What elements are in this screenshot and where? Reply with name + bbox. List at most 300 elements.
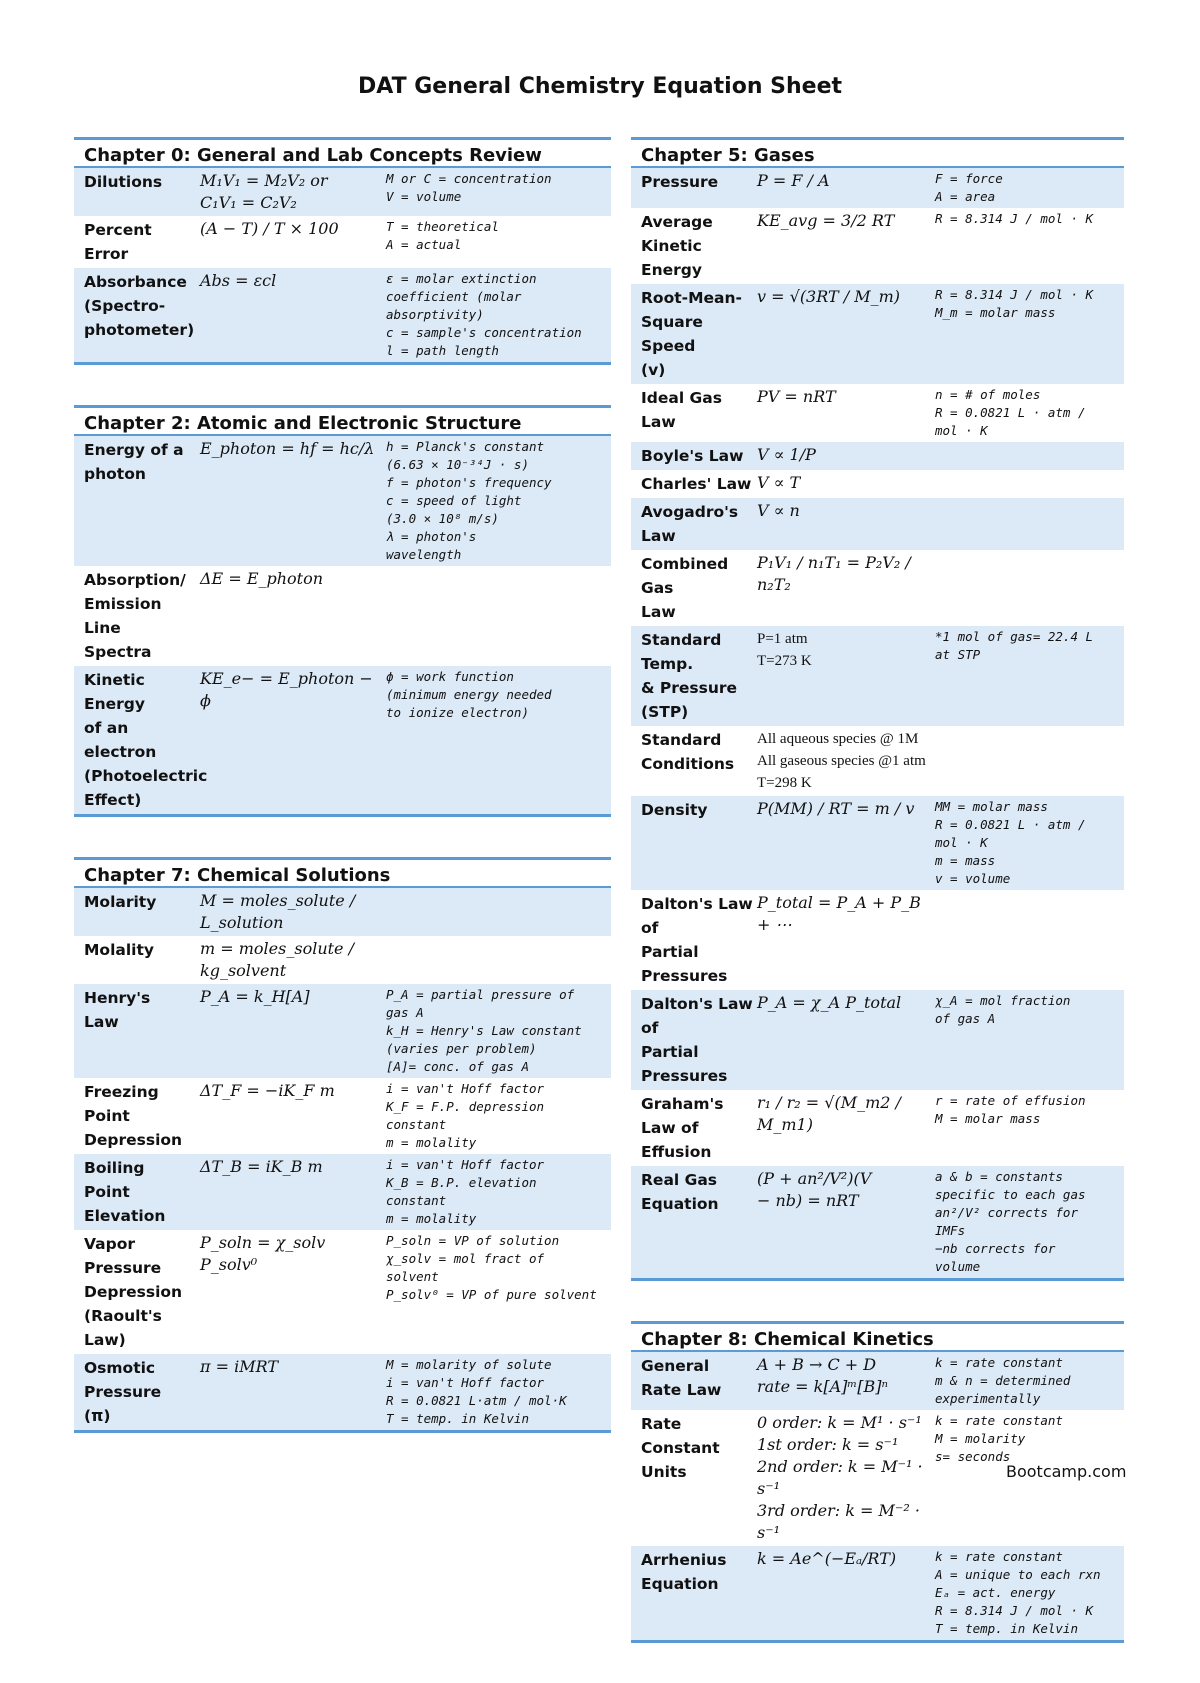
text-line: m & n = determined bbox=[935, 1373, 1071, 1388]
term-label bbox=[84, 1232, 200, 1352]
text-line: R = 0.0821 L · atm / mol · K bbox=[935, 405, 1086, 438]
chapter-section bbox=[74, 405, 611, 817]
text-line: ΔT_B = iK_B m bbox=[200, 1157, 323, 1176]
text-line: Absorbance bbox=[84, 273, 187, 291]
term-label bbox=[84, 1356, 200, 1428]
term-label bbox=[84, 890, 200, 934]
equation bbox=[757, 728, 935, 794]
text-line: ϕ = work function bbox=[386, 669, 514, 684]
equation-row bbox=[631, 498, 1124, 550]
equation bbox=[757, 992, 935, 1088]
equation bbox=[200, 170, 386, 214]
section-divider bbox=[74, 1430, 611, 1433]
term-label bbox=[641, 1168, 757, 1276]
text-line: P_A = partial pressure of gas A bbox=[386, 987, 575, 1020]
equation-row bbox=[74, 888, 611, 936]
text-line: Square Speed bbox=[641, 313, 703, 355]
variable-notes bbox=[935, 992, 1114, 1088]
text-line: i = van't Hoff factor bbox=[386, 1081, 545, 1096]
text-line: λ = photon's bbox=[386, 529, 477, 544]
equation-row bbox=[74, 168, 611, 216]
variable-notes bbox=[935, 552, 1114, 624]
text-line: C₁V₁ = C₂V₂ bbox=[200, 193, 297, 212]
text-line: T = temp. in Kelvin bbox=[935, 1621, 1078, 1636]
term-label bbox=[641, 728, 757, 794]
text-line: K_F = F.P. depression constant bbox=[386, 1099, 545, 1132]
equation-row bbox=[74, 666, 611, 814]
text-line: Dalton's Law of bbox=[641, 995, 753, 1037]
text-line: P₁V₁ / n₁T₁ = P₂V₂ / n₂T₂ bbox=[757, 553, 911, 594]
text-line: Conditions bbox=[641, 755, 735, 773]
text-line: F = force bbox=[935, 171, 1003, 186]
equation-row bbox=[74, 1078, 611, 1154]
text-line: ε = molar extinction bbox=[386, 271, 537, 286]
text-line: c = speed of light bbox=[386, 493, 522, 508]
text-line: IMFs bbox=[935, 1223, 966, 1238]
text-line: photometer) bbox=[84, 321, 195, 339]
text-line: (π) bbox=[84, 1407, 111, 1425]
text-line: 3rd order: k = M⁻² · s⁻¹ bbox=[757, 1501, 920, 1542]
equation-row bbox=[631, 1546, 1124, 1640]
equation-row bbox=[631, 442, 1124, 470]
text-line: (P + an²/V²)(V bbox=[757, 1169, 872, 1188]
equation-row bbox=[631, 796, 1124, 890]
text-line: v = √(3RT / M_m) bbox=[757, 287, 901, 306]
variable-notes bbox=[935, 1354, 1114, 1408]
text-line: experimentally bbox=[935, 1391, 1041, 1406]
text-line: V ∝ 1/P bbox=[757, 445, 816, 464]
text-line: Effect) bbox=[84, 791, 142, 809]
text-line: Boyle's Law bbox=[641, 447, 744, 465]
variable-notes bbox=[386, 1156, 601, 1228]
text-line: Law bbox=[84, 1013, 119, 1031]
equation-row bbox=[631, 208, 1124, 284]
equation bbox=[200, 890, 386, 934]
term-label bbox=[84, 1156, 200, 1228]
text-line: Molarity bbox=[84, 893, 157, 911]
text-line: Point bbox=[84, 1107, 130, 1125]
text-line: absorptivity) bbox=[386, 307, 484, 322]
text-line: Graham's Law of bbox=[641, 1095, 724, 1137]
equation-row bbox=[74, 1354, 611, 1430]
term-label bbox=[641, 992, 757, 1088]
equation bbox=[200, 1356, 386, 1428]
equation-row bbox=[74, 268, 611, 362]
text-line: P_total = P_A + P_B + ⋯ bbox=[757, 893, 921, 934]
equation bbox=[200, 668, 386, 812]
text-line: −nb corrects for bbox=[935, 1241, 1056, 1256]
text-line: Energy of a bbox=[84, 441, 184, 459]
text-line: of an electron bbox=[84, 719, 157, 761]
text-line: m = molality bbox=[386, 1211, 477, 1226]
text-line: M = molar mass bbox=[935, 1111, 1041, 1126]
text-line: l = path length bbox=[386, 343, 499, 358]
equation bbox=[757, 1354, 935, 1408]
text-line: f = photon's frequency bbox=[386, 475, 552, 490]
text-line: Percent Error bbox=[84, 221, 152, 263]
text-line: to ionize electron) bbox=[386, 705, 529, 720]
variable-notes bbox=[386, 568, 601, 664]
text-line: KE_e− = E_photon − ϕ bbox=[200, 669, 373, 710]
variable-notes bbox=[935, 728, 1114, 794]
text-line: π = iMRT bbox=[200, 1357, 279, 1376]
footer-brand: Bootcamp.com bbox=[1006, 1462, 1127, 1481]
text-line: Arrhenius bbox=[641, 1551, 727, 1569]
text-line: P_A = k_H[A] bbox=[200, 987, 310, 1006]
variable-notes bbox=[935, 210, 1114, 282]
chapter-heading: Chapter 8: Chemical Kinetics bbox=[631, 1321, 1124, 1352]
chapter-section bbox=[74, 137, 611, 365]
equation-row bbox=[74, 216, 611, 268]
text-line: χ_solv = mol fract of solvent bbox=[386, 1251, 545, 1284]
text-line: MM = molar mass bbox=[935, 799, 1048, 814]
text-line: Pressure bbox=[84, 1259, 162, 1277]
variable-notes bbox=[386, 890, 601, 934]
equation bbox=[200, 438, 386, 564]
term-label bbox=[84, 1080, 200, 1152]
section-divider bbox=[74, 814, 611, 817]
text-line: All aqueous species @ 1M bbox=[757, 731, 919, 747]
variable-notes bbox=[386, 218, 601, 266]
equation bbox=[757, 628, 935, 724]
term-label bbox=[641, 1354, 757, 1408]
equation-row bbox=[631, 168, 1124, 208]
text-line: Freezing bbox=[84, 1083, 159, 1101]
variable-notes bbox=[935, 628, 1114, 724]
text-line: Law) bbox=[84, 1331, 126, 1349]
variable-notes bbox=[386, 1080, 601, 1152]
text-line: All gaseous species @1 atm bbox=[757, 753, 926, 769]
equation-row bbox=[631, 1352, 1124, 1410]
variable-notes bbox=[935, 892, 1114, 988]
text-line: v = volume bbox=[935, 871, 1011, 886]
text-line: M = moles_solute / L_solution bbox=[200, 891, 356, 932]
text-line: (3.0 × 10⁸ m/s) bbox=[386, 511, 499, 526]
equation bbox=[200, 218, 386, 266]
text-line: Avogadro's Law bbox=[641, 503, 739, 545]
text-line: T=298 K bbox=[757, 775, 812, 791]
equation bbox=[200, 1232, 386, 1352]
term-label bbox=[641, 170, 757, 206]
equation-row bbox=[631, 990, 1124, 1090]
text-line: A + B → C + D bbox=[757, 1355, 877, 1374]
text-line: Standard bbox=[641, 731, 722, 749]
text-line: M or C = concentration bbox=[386, 171, 552, 186]
text-line: R = 0.0821 L·atm / mol·K bbox=[386, 1393, 567, 1408]
text-line: Charles' Law bbox=[641, 475, 752, 493]
text-line: (6.63 × 10⁻³⁴J · s) bbox=[386, 457, 529, 472]
equation-row bbox=[74, 936, 611, 984]
section-divider bbox=[631, 1278, 1124, 1281]
text-line: Standard Temp. bbox=[641, 631, 722, 673]
text-line: Units bbox=[641, 1463, 687, 1481]
term-label bbox=[641, 444, 757, 468]
equation bbox=[757, 386, 935, 440]
term-label bbox=[641, 286, 757, 382]
text-line: r = rate of effusion bbox=[935, 1093, 1086, 1108]
section-divider bbox=[74, 362, 611, 365]
text-line: c = sample's concentration bbox=[386, 325, 582, 340]
left-column bbox=[74, 137, 611, 1473]
text-line: (varies per problem) bbox=[386, 1041, 537, 1056]
text-line: Molality bbox=[84, 941, 154, 959]
text-line: Spectra bbox=[84, 643, 152, 661]
equation-row bbox=[74, 1230, 611, 1354]
page-title: DAT General Chemistry Equation Sheet bbox=[358, 74, 842, 99]
equation-row bbox=[631, 626, 1124, 726]
equation bbox=[757, 210, 935, 282]
equation-row bbox=[631, 726, 1124, 796]
equation bbox=[757, 500, 935, 548]
text-line: PV = nRT bbox=[757, 387, 836, 406]
variable-notes bbox=[935, 386, 1114, 440]
text-line: Ideal Gas Law bbox=[641, 389, 722, 431]
variable-notes bbox=[935, 170, 1114, 206]
equation bbox=[757, 1412, 935, 1544]
equation bbox=[757, 286, 935, 382]
text-line: Kinetic Energy bbox=[84, 671, 145, 713]
variable-notes bbox=[935, 500, 1114, 548]
text-line: a & b = constants bbox=[935, 1169, 1063, 1184]
term-label bbox=[641, 552, 757, 624]
term-label bbox=[641, 798, 757, 888]
text-line: (A − T) / T × 100 bbox=[200, 219, 339, 238]
term-label bbox=[641, 892, 757, 988]
text-line: Average Kinetic bbox=[641, 213, 713, 255]
text-line: M₁V₁ = M₂V₂ or bbox=[200, 171, 328, 190]
text-line: V ∝ n bbox=[757, 501, 800, 520]
equation bbox=[757, 1092, 935, 1164]
text-line: Density bbox=[641, 801, 708, 819]
equation-row bbox=[74, 1154, 611, 1230]
right-column bbox=[631, 137, 1127, 1683]
equation bbox=[200, 1080, 386, 1152]
text-line: R = 8.314 J / mol · K bbox=[935, 1603, 1094, 1618]
term-label bbox=[641, 210, 757, 282]
variable-notes bbox=[386, 270, 601, 360]
chapter-heading: Chapter 2: Atomic and Electronic Structure bbox=[74, 405, 611, 436]
text-line: 1st order: k = s⁻¹ bbox=[757, 1435, 899, 1454]
text-line: ΔT_F = −iK_F m bbox=[200, 1081, 335, 1100]
text-line: of gas A bbox=[935, 1011, 996, 1026]
text-line: volume bbox=[935, 1259, 981, 1274]
term-label bbox=[84, 218, 200, 266]
text-line: m = mass bbox=[935, 853, 996, 868]
equation-row bbox=[631, 1166, 1124, 1278]
text-line: General bbox=[641, 1357, 710, 1375]
equation-row bbox=[74, 566, 611, 666]
variable-notes bbox=[386, 938, 601, 982]
text-line: (Spectro- bbox=[84, 297, 166, 315]
variable-notes bbox=[935, 444, 1114, 468]
term-label bbox=[84, 438, 200, 564]
term-label bbox=[84, 270, 200, 360]
text-line: Pressure bbox=[84, 1383, 162, 1401]
text-line: P = F / A bbox=[757, 171, 830, 190]
text-line: k = rate constant bbox=[935, 1355, 1063, 1370]
text-line: k = rate constant bbox=[935, 1413, 1063, 1428]
text-line: m = moles_solute / kg_solvent bbox=[200, 939, 354, 980]
text-line: Real Gas bbox=[641, 1171, 718, 1189]
term-label bbox=[84, 170, 200, 214]
text-line: P(MM) / RT = m / v bbox=[757, 799, 915, 818]
text-line: (minimum energy needed bbox=[386, 687, 552, 702]
text-line: Pressure bbox=[641, 173, 719, 191]
text-line: (v) bbox=[641, 361, 666, 379]
text-line: n = # of moles bbox=[935, 387, 1041, 402]
equation-row bbox=[74, 984, 611, 1078]
equation-row bbox=[631, 890, 1124, 990]
text-line: Osmotic bbox=[84, 1359, 156, 1377]
text-line: Vapor bbox=[84, 1235, 135, 1253]
text-line: & Pressure (STP) bbox=[641, 679, 738, 721]
text-line: T = temp. in Kelvin bbox=[386, 1411, 529, 1426]
text-line: M_m = molar mass bbox=[935, 305, 1056, 320]
text-line: photon bbox=[84, 465, 146, 483]
text-line: Partial Pressures bbox=[641, 943, 728, 985]
text-line: A = area bbox=[935, 189, 996, 204]
term-label bbox=[641, 386, 757, 440]
text-line: Energy bbox=[641, 261, 702, 279]
text-line: Boiling bbox=[84, 1159, 145, 1177]
text-line: Rate bbox=[641, 1415, 682, 1433]
equation-row bbox=[631, 470, 1124, 498]
equation bbox=[200, 1156, 386, 1228]
text-line: 2nd order: k = M⁻¹ · s⁻¹ bbox=[757, 1457, 923, 1498]
equation bbox=[200, 986, 386, 1076]
chapter-heading: Chapter 5: Gases bbox=[631, 137, 1124, 168]
equation bbox=[757, 1548, 935, 1638]
text-line: at STP bbox=[935, 647, 981, 662]
text-line: i = van't Hoff factor bbox=[386, 1375, 545, 1390]
text-line: an²/V² corrects for bbox=[935, 1205, 1078, 1220]
text-line: E_photon = hf = hc/λ bbox=[200, 439, 375, 458]
variable-notes bbox=[935, 472, 1114, 496]
text-line: *1 mol of gas= 22.4 L bbox=[935, 629, 1094, 644]
equation bbox=[200, 270, 386, 360]
text-line: Effusion bbox=[641, 1143, 712, 1161]
text-line: T = theoretical bbox=[386, 219, 499, 234]
text-line: Point bbox=[84, 1183, 130, 1201]
term-label bbox=[641, 1412, 757, 1544]
text-line: m = molality bbox=[386, 1135, 477, 1150]
text-line: P_solv⁰ = VP of pure solvent bbox=[386, 1287, 597, 1302]
equation bbox=[757, 798, 935, 888]
text-line: Partial Pressures bbox=[641, 1043, 728, 1085]
equation bbox=[200, 938, 386, 982]
variable-notes bbox=[386, 1232, 601, 1352]
text-line: Henry's bbox=[84, 989, 151, 1007]
term-label bbox=[84, 568, 200, 664]
variable-notes bbox=[935, 798, 1114, 888]
text-line: Constant bbox=[641, 1439, 720, 1457]
text-line: [A]= conc. of gas A bbox=[386, 1059, 529, 1074]
equation-row bbox=[631, 384, 1124, 442]
equation bbox=[757, 552, 935, 624]
chapter-heading: Chapter 7: Chemical Solutions bbox=[74, 857, 611, 888]
text-line: K_B = B.P. elevation constant bbox=[386, 1175, 537, 1208]
equation-row bbox=[74, 436, 611, 566]
text-line: Depression bbox=[84, 1131, 183, 1149]
equation bbox=[757, 444, 935, 468]
term-label bbox=[84, 986, 200, 1076]
text-line: V ∝ T bbox=[757, 473, 801, 492]
text-line: k = rate constant bbox=[935, 1549, 1063, 1564]
text-line: Eₐ = act. energy bbox=[935, 1585, 1056, 1600]
text-line: T=273 K bbox=[757, 653, 812, 669]
equation-row bbox=[631, 1090, 1124, 1166]
variable-notes bbox=[935, 1548, 1114, 1638]
variable-notes bbox=[386, 1356, 601, 1428]
chapter-section bbox=[74, 857, 611, 1433]
text-line: Depression bbox=[84, 1283, 183, 1301]
equation bbox=[200, 568, 386, 664]
text-line: P_A = χ_A P_total bbox=[757, 993, 902, 1012]
text-line: rate = k[A]ᵐ[B]ⁿ bbox=[757, 1377, 888, 1396]
text-line: ΔE = E_photon bbox=[200, 569, 324, 588]
text-line: A = actual bbox=[386, 237, 462, 252]
equation bbox=[757, 472, 935, 496]
text-line: Absorption/ bbox=[84, 571, 186, 589]
text-line: R = 0.0821 L · atm / mol · K bbox=[935, 817, 1086, 850]
text-line: V = volume bbox=[386, 189, 462, 204]
text-line: Dalton's Law of bbox=[641, 895, 753, 937]
text-line: Dilutions bbox=[84, 173, 163, 191]
text-line: s= seconds bbox=[935, 1449, 1011, 1464]
text-line: Combined Gas bbox=[641, 555, 729, 597]
section-divider bbox=[631, 1640, 1124, 1643]
term-label bbox=[84, 938, 200, 982]
text-line: P_soln = χ_solv P_solv⁰ bbox=[200, 1233, 326, 1274]
variable-notes bbox=[386, 438, 601, 564]
term-label bbox=[641, 500, 757, 548]
term-label bbox=[641, 628, 757, 724]
text-line: A = unique to each rxn bbox=[935, 1567, 1101, 1582]
variable-notes bbox=[386, 668, 601, 812]
text-line: − nb) = nRT bbox=[757, 1191, 859, 1210]
chapter-heading: Chapter 0: General and Lab Concepts Review bbox=[74, 137, 611, 168]
text-line: Equation bbox=[641, 1195, 719, 1213]
text-line: χ_A = mol fraction bbox=[935, 993, 1071, 1008]
variable-notes bbox=[935, 1168, 1114, 1276]
text-line: k = Ae^(−Eₐ/RT) bbox=[757, 1549, 897, 1568]
text-line: Abs = εcl bbox=[200, 271, 277, 290]
text-line: (Photoelectric bbox=[84, 767, 208, 785]
equation-row bbox=[631, 284, 1124, 384]
text-line: specific to each gas bbox=[935, 1187, 1086, 1202]
equation bbox=[757, 1168, 935, 1276]
text-line: wavelength bbox=[386, 547, 462, 562]
text-line: i = van't Hoff factor bbox=[386, 1157, 545, 1172]
term-label bbox=[641, 1548, 757, 1638]
variable-notes bbox=[935, 1092, 1114, 1164]
text-line: R = 8.314 J / mol · K bbox=[935, 287, 1094, 302]
text-line: 0 order: k = M¹ · s⁻¹ bbox=[757, 1413, 922, 1432]
variable-notes bbox=[935, 286, 1114, 382]
text-line: k_H = Henry's Law constant bbox=[386, 1023, 582, 1038]
text-line: R = 8.314 J / mol · K bbox=[935, 211, 1094, 226]
term-label bbox=[84, 668, 208, 812]
term-label bbox=[641, 1092, 757, 1164]
text-line: KE_avg = 3/2 RT bbox=[757, 211, 895, 230]
chapter-section bbox=[631, 1321, 1127, 1643]
equation bbox=[757, 170, 935, 206]
text-line: Rate Law bbox=[641, 1381, 722, 1399]
equation-row bbox=[631, 550, 1124, 626]
text-line: Equation bbox=[641, 1575, 719, 1593]
variable-notes bbox=[386, 986, 601, 1076]
text-line: Law bbox=[641, 603, 676, 621]
